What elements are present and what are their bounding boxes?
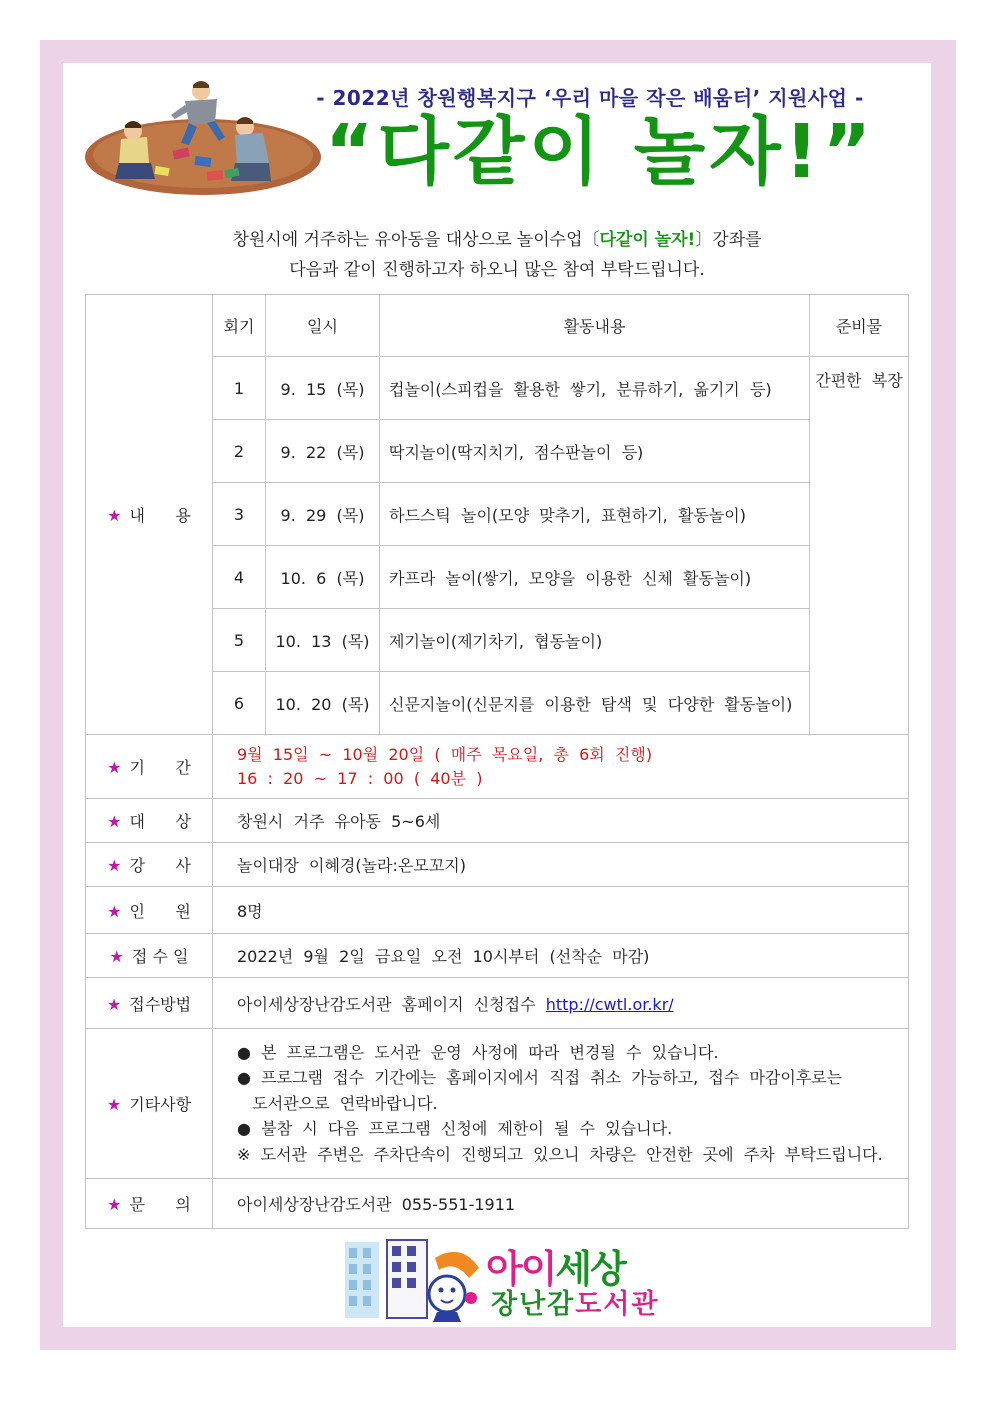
program-info-table [85, 294, 909, 1229]
etc-notes [213, 1029, 909, 1179]
star-icon: ★ [107, 1195, 122, 1214]
etc-row: ★ 기타사항 ● 본 프로그램은 도서관 운영 사정에 따라 변경될 수 있습니다. ● 프로그램 접수 기간에는 홈페이지에서 직접 취소 가능하고, 접수 마감이후로는 도서관으로 연락바랍니다. ● 불참 시 다음 프로그램 신청에 제한이 될 수 있습니다. ※ 도서관 주변은 주차단속이 진행되고 있으니 차량은 안전한 곳에 주차 부탁드립니다. [86, 1029, 909, 1179]
instructor-row: ★ 강 사 놀이대장 이혜경(놀라:온모꼬지) [86, 843, 909, 887]
note-line: ● 본 프로그램은 도서관 운영 사정에 따라 변경될 수 있습니다. [237, 1042, 719, 1062]
note-line: ※ 도서관 주변은 주차단속이 진행되고 있으니 차량은 안전한 곳에 주차 부탁드립니다. [237, 1144, 883, 1164]
note-line: ● 프로그램 접수 기간에는 홈페이지에서 직접 취소 가능하고, 접수 마감이후로는 [237, 1068, 843, 1088]
schedule-row: 6 10. 20 (목) 신문지놀이(신문지를 이용한 탐색 및 다양한 활동놀이) [86, 672, 909, 735]
schedule-row: 5 10. 13 (목) 제기놀이(제기차기, 협동놀이) [86, 609, 909, 672]
header-activity: 활동내용 [380, 295, 810, 357]
intro-line-1: 창원시에 거주하는 유아동을 대상으로 놀이수업〔다같이 놀자!〕강좌를 [232, 230, 762, 250]
reception-method-row: ★ 접수방법 아이세상장난감도서관 홈페이지 신청접수 http://cwtl.or.kr/ [86, 978, 909, 1029]
logo-text-bottom: 장난감도서관 [491, 1289, 660, 1320]
library-logo [343, 1238, 660, 1324]
header-materials: 준비물 [810, 295, 909, 357]
schedule-header-row [86, 295, 909, 357]
header-date: 일시 [266, 295, 380, 357]
star-icon: ★ [107, 506, 122, 525]
target-value: 창원시 거주 유아동 5~6세 [213, 799, 909, 843]
target-row: ★ 대 상 창원시 거주 유아동 5~6세 [86, 799, 909, 843]
star-icon: ★ [107, 856, 122, 875]
star-icon: ★ [109, 947, 124, 966]
library-building-icon [343, 1238, 483, 1324]
header-session: 회기 [213, 295, 266, 357]
capacity-row: ★ 인 원 8명 [86, 887, 909, 934]
schedule-row: 4 10. 6 (목) 카프라 놀이(쌓기, 모양을 이용한 신체 활동놀이) [86, 546, 909, 609]
star-icon: ★ [107, 758, 122, 777]
period-dates: 9월 15일 ~ 10월 20일 ( 매주 목요일, 총 6회 진행) [237, 744, 653, 764]
reception-method-value: 아이세상장난감도서관 홈페이지 신청접수 [237, 994, 546, 1014]
capacity-value: 8명 [213, 887, 909, 934]
note-line: ● 불참 시 다음 프로그램 신청에 제한이 될 수 있습니다. [237, 1119, 673, 1139]
period-row: ★ 기 간 9월 15일 ~ 10월 20일 ( 매주 목요일, 총 6회 진행) 16 : 20 ~ 17 : 00 ( 40분 ) [86, 735, 909, 799]
star-icon: ★ [106, 994, 122, 1014]
intro-highlight: 다같이 놀자! [599, 230, 696, 250]
star-icon: ★ [107, 901, 122, 921]
period-time: 16 : 20 ~ 17 : 00 ( 40분 ) [237, 768, 483, 788]
star-icon: ★ [107, 812, 122, 831]
project-subtitle: - 2022년 창원행복지구 ‘우리 마을 작은 배움터’ 지원사업 - [316, 86, 864, 110]
instructor-value: 놀이대장 이혜경(놀라:온모꼬지) [213, 843, 909, 887]
homepage-link[interactable]: http://cwtl.or.kr/ [545, 994, 674, 1014]
schedule-row: 1 9. 15 (목) 컵놀이(스피컵을 활용한 쌓기, 분류하기, 옮기기 등) 간편한 복장 [86, 357, 909, 420]
reception-date-value: 2022년 9월 2일 금요일 오전 10시부터 (선착순 마감) [213, 934, 909, 978]
schedule-row: 3 9. 29 (목) 하드스틱 놀이(모양 맞추기, 표현하기, 활동놀이) [86, 483, 909, 546]
logo-text-top: 아이세상 [486, 1247, 625, 1291]
inquiry-row: ★ 문 의 아이세상장난감도서관 055-551-1911 [86, 1179, 909, 1229]
content-label-cell: ★ 내 용 [86, 295, 213, 735]
note-line: 도서관으로 연락바랍니다. [237, 1093, 438, 1113]
program-title: “다같이 놀자!” [324, 109, 876, 195]
schedule-row: 2 9. 22 (목) 딱지놀이(딱지치기, 점수판놀이 등) [86, 420, 909, 483]
star-icon: ★ [106, 1095, 122, 1114]
materials-cell: 간편한 복장 [810, 357, 909, 735]
intro-line-2: 다음과 같이 진행하고자 하오니 많은 참여 부탁드립니다. [289, 260, 705, 280]
inquiry-value: 아이세상장난감도서관 055-551-1911 [213, 1179, 909, 1229]
reception-date-row: ★ 접 수 일 2022년 9월 2일 금요일 오전 10시부터 (선착순 마감) [86, 934, 909, 978]
intro-text [85, 225, 909, 285]
